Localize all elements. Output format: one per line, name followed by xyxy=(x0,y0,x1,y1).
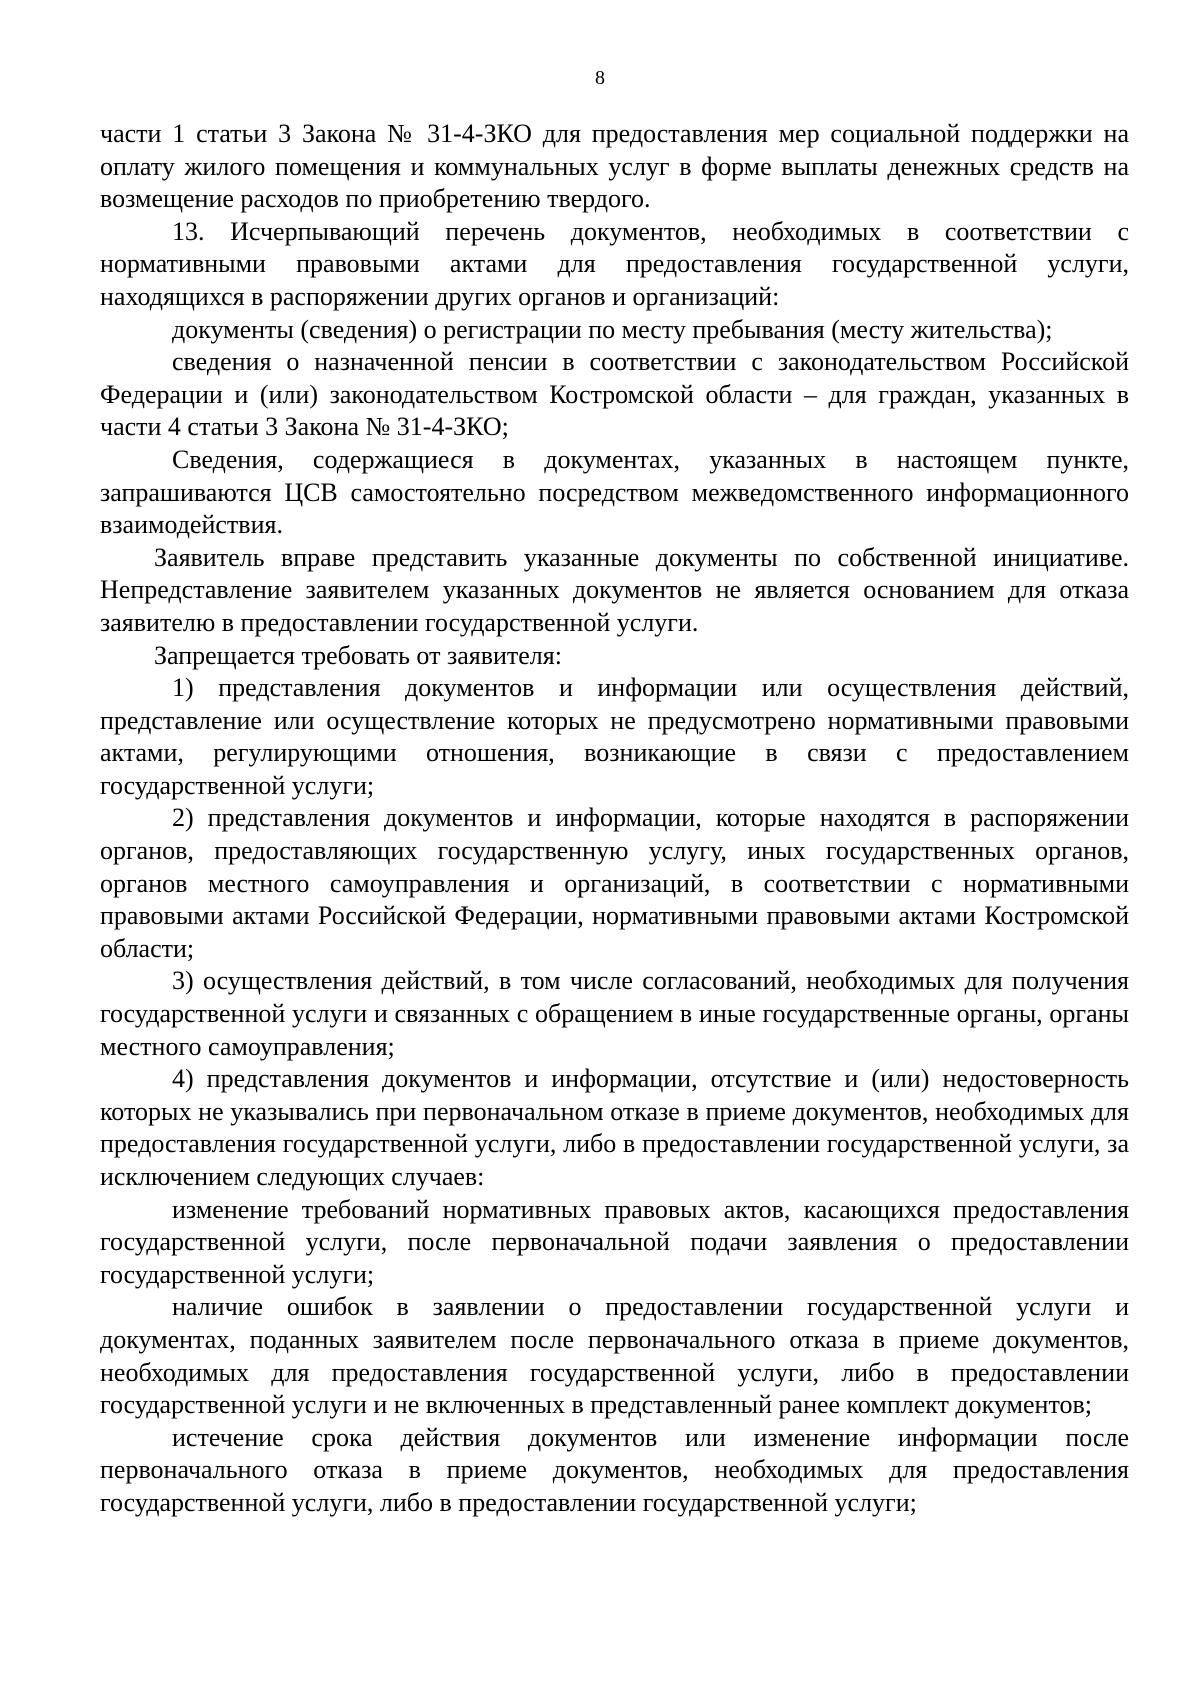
list-item-1: 1) представления документов и информации или осуществления действий, представление или осуществление которых не предусмотрено нормативными правовыми актами, регулирующими отношения, возникающие в связи с предоставлением государственной услуги; xyxy=(100,673,1129,800)
paragraph-item-13: 13. Исчерпывающий перечень документов, необходимых в соответствии с нормативными правовыми актами для предоставления государственной услуги, находящихся в распоряжении других органов и организаций: xyxy=(100,216,1129,311)
document-body xyxy=(100,118,1129,1520)
paragraph-continuation: части 1 статьи 3 Закона № 31-4-ЗКО для предоставления мер социальной поддержки на оплату жилого помещения и коммунальных услуг в форме выплаты денежных средств на возмещение расходов по приобретению твердого. xyxy=(100,119,1129,214)
list-item-3: 3) осуществления действий, в том числе согласований, необходимых для получения государственной услуги и связанных с обращением в иные государственные органы, органы местного самоуправления; xyxy=(100,966,1129,1061)
exception-case-expiry: истечение срока действия документов или изменение информации после первоначального отказа в приеме документов, необходимых для предоставления государственной услуги, либо в предоставлении государственной услуги; xyxy=(100,1422,1129,1517)
paragraph-prohibited-requirements: Запрещается требовать от заявителя: xyxy=(154,640,562,670)
paragraph-applicant-right: Заявитель вправе представить указанные документы по собственной инициативе. Непредставление заявителем указанных документов не является основанием для отказа заявителю в предоставлении государственной услуги. xyxy=(100,542,1129,637)
page-number: 8 xyxy=(595,67,605,89)
paragraph-interagency-request: Сведения, содержащиеся в документах, указанных в настоящем пункте, запрашиваются ЦСВ самостоятельно посредством межведомственного информационного взаимодействия. xyxy=(100,444,1129,540)
list-item-2: 2) представления документов и информации, которые находятся в распоряжении органов, предоставляющих государственную услугу, иных государственных органов, органов местного самоуправления и организаций, в соответствии с нормативными правовыми актами Российской Федерации, нормативными правовыми актами Костромской области; xyxy=(100,803,1129,963)
exception-case-errors: наличие ошибок в заявлении о предоставлении государственной услуги и документах, поданных заявителем после первоначального отказа в приеме документов, необходимых для предоставления государственной услуги, либо в предоставлении государственной услуги и не включенных в представленный ранее комплект документов; xyxy=(100,1292,1129,1420)
exception-case-requirements-change: изменение требований нормативных правовых актов, касающихся предоставления государственной услуги, после первоначальной подачи заявления о предоставлении государственной услуги; xyxy=(100,1194,1129,1289)
paragraph-registration-docs: документы (сведения) о регистрации по месту пребывания (месту жительства); xyxy=(172,314,1053,344)
paragraph-pension-info: сведения о назначенной пенсии в соответствии с законодательством Российской Федерации и (или) законодательством Костромской области – для граждан, указанных в части 4 статьи 3 Закона № 31-4-ЗКО; xyxy=(100,347,1129,442)
list-item-4: 4) представления документов и информации, отсутствие и (или) недостоверность которых не указывались при первоначальном отказе в приеме документов, необходимых для предоставления государственной услуги, либо в предоставлении государственной услуги, за исключением следующих случаев: xyxy=(100,1064,1129,1191)
